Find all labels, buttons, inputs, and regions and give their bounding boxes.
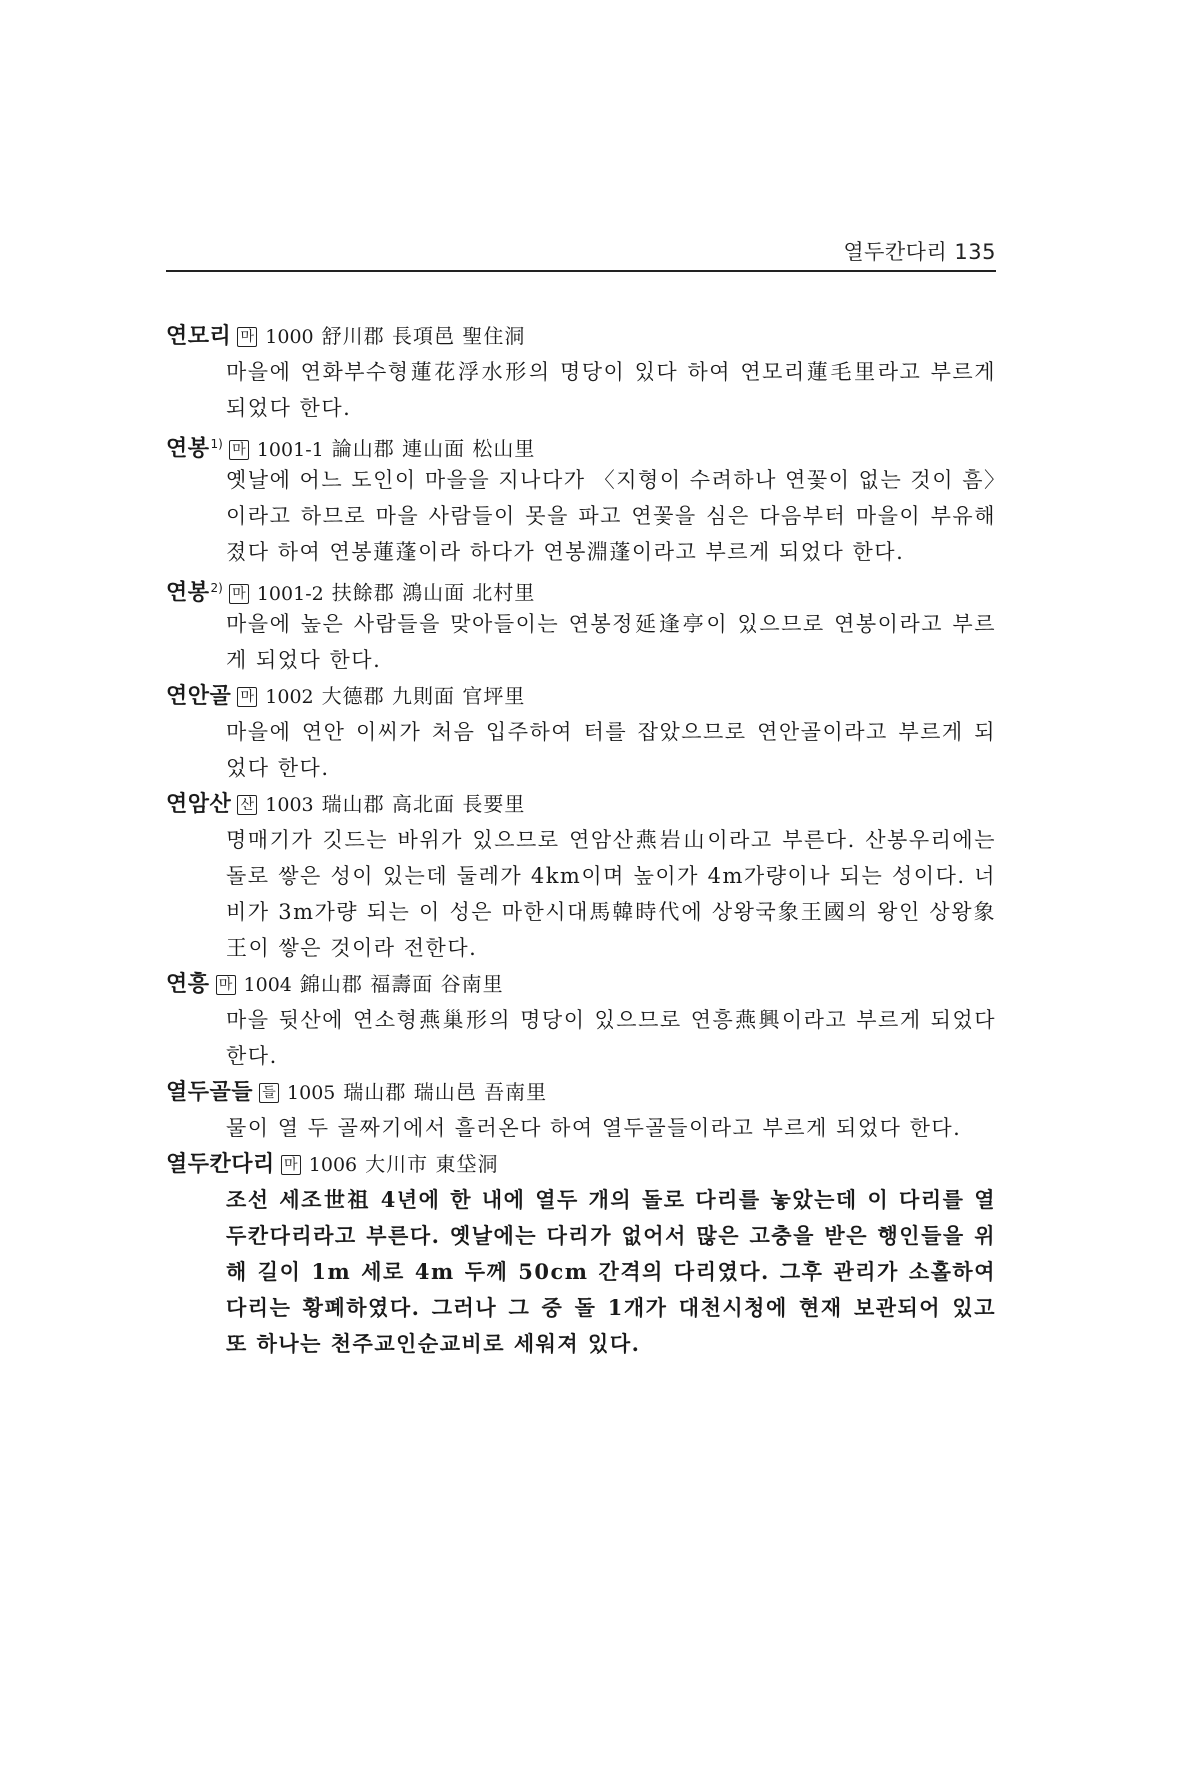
entry-description: 조선 세조世祖 4년에 한 내에 열두 개의 돌로 다리를 놓았는데 이 다리를 열두칸다리라고 부른다. 옛날에는 다리가 없어서 많은 고충을 받은 행인들을 위해 길이 1m 세로 4m 두께 50cm 간격의 다리였다. 그후 관리가 소홀하여 다리는 황폐하였다. 그러나 그 중 돌 1개가 대천시청에 현재 보관되어 있고 또 하나는 천주교인순교비로 세워져 있다. bbox=[226, 1187, 996, 1356]
entry-name: 연암산 bbox=[166, 792, 232, 817]
entry-description: 마을에 연안 이씨가 처음 입주하여 터를 잡았으므로 연안골이라고 부르게 되었다 한다. bbox=[226, 720, 996, 780]
entry-head bbox=[166, 1074, 996, 1110]
entry-name: 연안골 bbox=[166, 684, 232, 709]
entry-superscript: 1) bbox=[210, 437, 223, 451]
entry bbox=[166, 678, 996, 786]
page-header bbox=[166, 228, 996, 272]
entry-location: 論山郡 連山面 松山里 bbox=[331, 436, 536, 461]
category-badge: 마 bbox=[281, 1155, 301, 1175]
entry bbox=[166, 570, 996, 678]
entry-name: 열두칸다리 bbox=[166, 1152, 275, 1177]
entry-location: 瑞山郡 瑞山邑 吾南里 bbox=[343, 1080, 548, 1104]
entry bbox=[166, 1146, 996, 1362]
running-title: 열두칸다리 135 bbox=[843, 240, 996, 264]
entry-description: 마을 뒷산에 연소형燕巢形의 명당이 있으므로 연흥燕興이라고 부르게 되었다 한다. bbox=[226, 1008, 996, 1068]
entry-name: 연봉 bbox=[166, 580, 210, 606]
entry-name: 연모리 bbox=[166, 324, 232, 349]
entry bbox=[166, 426, 996, 570]
entry bbox=[166, 1074, 996, 1146]
entry-superscript: 2) bbox=[210, 581, 223, 595]
entry-location: 大德郡 九則面 官坪里 bbox=[321, 684, 526, 708]
category-badge: 마 bbox=[216, 975, 236, 995]
entry-location: 扶餘郡 鴻山面 北村里 bbox=[331, 580, 536, 605]
entry-location: 大川市 東垈洞 bbox=[365, 1152, 499, 1176]
category-badge: 마 bbox=[237, 687, 257, 707]
entry-head bbox=[166, 678, 996, 714]
entry-name: 연봉 bbox=[166, 436, 210, 462]
entry-head bbox=[166, 318, 996, 354]
category-badge: 마 bbox=[229, 440, 249, 460]
entry-number: 1006 bbox=[308, 1154, 358, 1176]
entry bbox=[166, 318, 996, 426]
category-badge: 산 bbox=[237, 795, 257, 815]
entry-number: 1005 bbox=[287, 1082, 336, 1104]
entry-location: 瑞山郡 高北面 長要里 bbox=[321, 792, 526, 816]
category-badge: 마 bbox=[237, 327, 257, 347]
entry-number: 1000 bbox=[265, 326, 314, 348]
entry-head bbox=[166, 570, 996, 606]
category-badge: 들 bbox=[259, 1083, 279, 1103]
entry-location: 錦山郡 福壽面 谷南里 bbox=[299, 972, 504, 996]
entry-name: 연흥 bbox=[166, 972, 210, 997]
entry-number: 1001-1 bbox=[256, 438, 324, 461]
entry bbox=[166, 786, 996, 966]
entry-head bbox=[166, 1146, 996, 1182]
category-badge: 마 bbox=[229, 584, 249, 604]
entry-location: 舒川郡 長項邑 聖住洞 bbox=[321, 324, 526, 348]
entry-description: 마을에 연화부수형蓮花浮水形의 명당이 있다 하여 연모리蓮毛里라고 부르게 되었다 한다. bbox=[226, 360, 996, 420]
entry bbox=[166, 966, 996, 1074]
entry-name: 열두골들 bbox=[166, 1080, 254, 1105]
entry-head bbox=[166, 966, 996, 1002]
entry-list bbox=[166, 318, 996, 1362]
entry-description: 명매기가 깃드는 바위가 있으므로 연암산燕岩山이라고 부른다. 산봉우리에는 돌로 쌓은 성이 있는데 둘레가 4km이며 높이가 4m가량이나 되는 성이다. 너비가 3m가량 되는 이 성은 마한시대馬韓時代에 상왕국象王國의 왕인 상왕象王이 쌓은 것이라 전한다. bbox=[226, 828, 996, 960]
entry-number: 1003 bbox=[265, 794, 314, 816]
entry-number: 1004 bbox=[243, 974, 292, 996]
entry-head bbox=[166, 786, 996, 822]
entry-description: 옛날에 어느 도인이 마을을 지나다가 〈지형이 수려하나 연꽃이 없는 것이 흠〉이라고 하므로 마을 사람들이 못을 파고 연꽃을 심은 다음부터 마을이 부유해졌다 하여 연봉蓮蓬이라 하다가 연봉淵蓬이라고 부르게 되었다 한다. bbox=[226, 468, 996, 564]
entry-number: 1001-2 bbox=[256, 582, 324, 605]
entry-description: 마을에 높은 사람들을 맞아들이는 연봉정延逢亭이 있으므로 연봉이라고 부르게 되었다 한다. bbox=[226, 612, 996, 672]
entry-number: 1002 bbox=[265, 686, 314, 708]
entry-head bbox=[166, 426, 996, 462]
entry-description: 물이 열 두 골짜기에서 흘러온다 하여 열두골들이라고 부르게 되었다 한다. bbox=[226, 1116, 962, 1140]
